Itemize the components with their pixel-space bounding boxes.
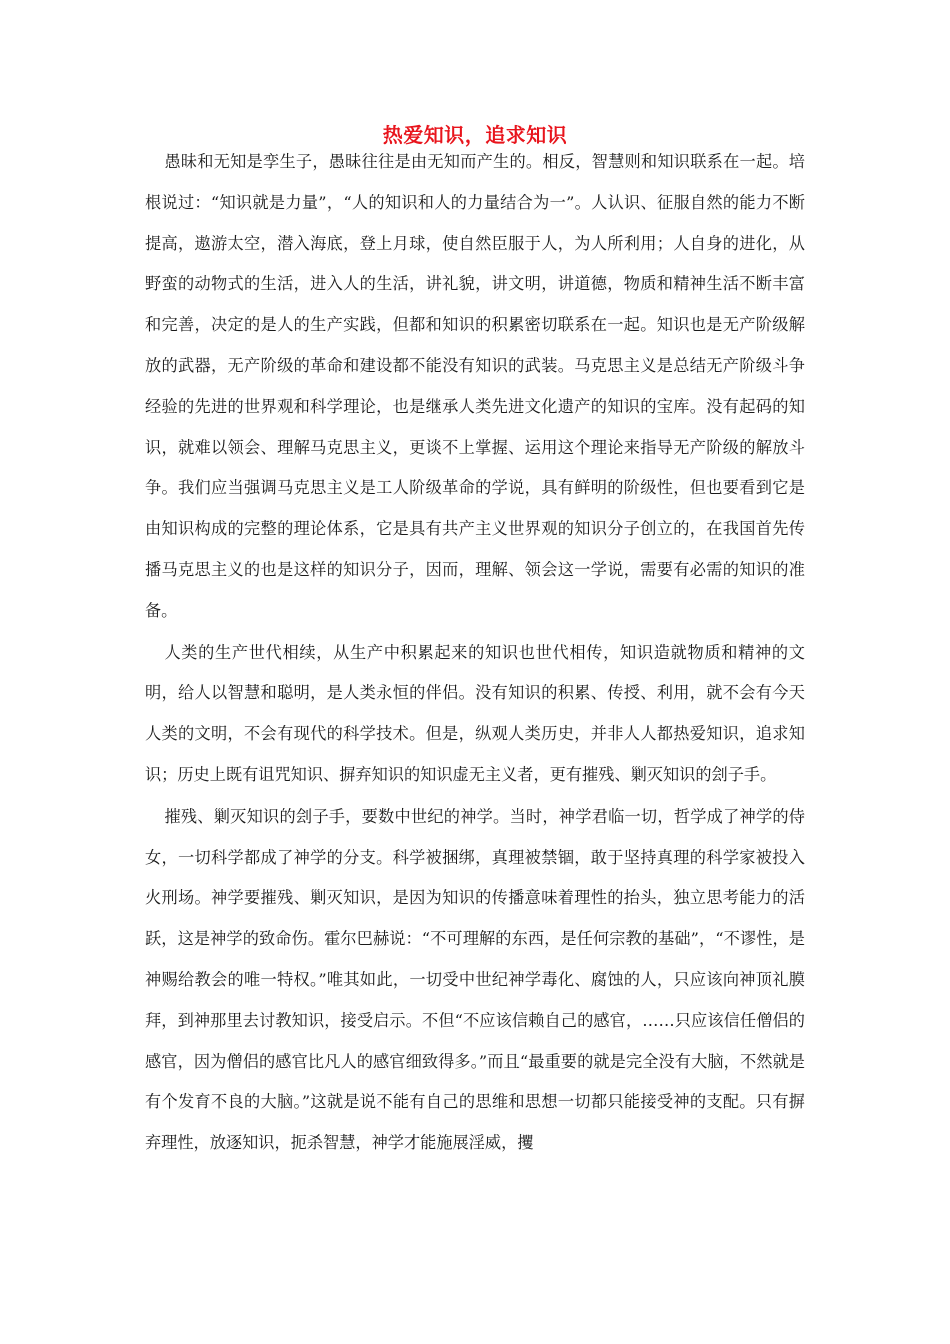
- document-title: 热爱知识，追求知识: [382, 123, 568, 147]
- paragraph-1: 愚昧和无知是孪生子，愚昧往往是由无知而产生的。相反，智慧则和知识联系在一起。培根说过：“知识就是力量”，“人的知识和人的力量结合为一”。人认识、征服自然的能力不断提高，遨游太空，潜入海底，登上月球，使自然臣服于人，为人所利用；人自身的进化，从野蛮的动物式的生活，进入人的生活，讲礼貌，讲文明，讲道德，物质和精神生活不断丰富和完善，决定的是人的生产实践，但都和知识的积累密切联系在一起。知识也是无产阶级解放的武器，无产阶级的革命和建设都不能没有知识的武装。马克思主义是总结无产阶级斗争经验的先进的世界观和科学理论，也是继承人类先进文化遗产的知识的宝库。没有起码的知识，就难以领会、理解马克思主义，更谈不上掌握、运用这个理论来指导无产阶级的解放斗争。我们应当强调马克思主义是工人阶级革命的学说，具有鲜明的阶级性，但也要看到它是由知识构成的完整的理论体系，它是具有共产主义世界观的知识分子创立的，在我国首先传播马克思主义的也是这样的知识分子，因而，理解、领会这一学说，需要有必需的知识的准备。: [145, 152, 805, 620]
- paragraph-3: 摧残、剿灭知识的刽子手，要数中世纪的神学。当时，神学君临一切，哲学成了神学的侍女，一切科学都成了神学的分支。科学被捆绑，真理被禁锢，敢于坚持真理的科学家被投入火刑场。神学要摧残、剿灭知识，是因为知识的传播意味着理性的抬头，独立思考能力的活跃，这是神学的致命伤。霍尔巴赫说：“不可理解的东西，是任何宗教的基础”，“不谬性，是神赐给教会的唯一特权。”唯其如此，一切受中世纪神学毒化、腐蚀的人，只应该向神顶礼膜拜，到神那里去讨教知识，接受启示。不但“不应该信赖自己的感官，……只应该信任僧侣的感官，因为僧侣的感官比凡人的感官细致得多。”而且“最重要的就是完全没有大脑，不然就是有个发育不良的大脑。”这就是说不能有自己的思维和思想一切都只能接受神的支配。只有摒弃理性，放逐知识，扼杀智慧，神学才能施展淫威，攫: [145, 806, 805, 1153]
- paragraph-2: 人类的生产世代相续，从生产中积累起来的知识也世代相传，知识造就物质和精神的文明，给人以智慧和聪明，是人类永恒的伴侣。没有知识的积累、传授、利用，就不会有今天人类的文明，不会有现代的科学技术。但是，纵观人类历史，并非人人都热爱知识，追求知识；历史上既有诅咒知识、摒弃知识的知识虚无主义者，更有摧残、剿灭知识的刽子手。: [145, 642, 805, 784]
- document-page: [145, 118, 805, 1164]
